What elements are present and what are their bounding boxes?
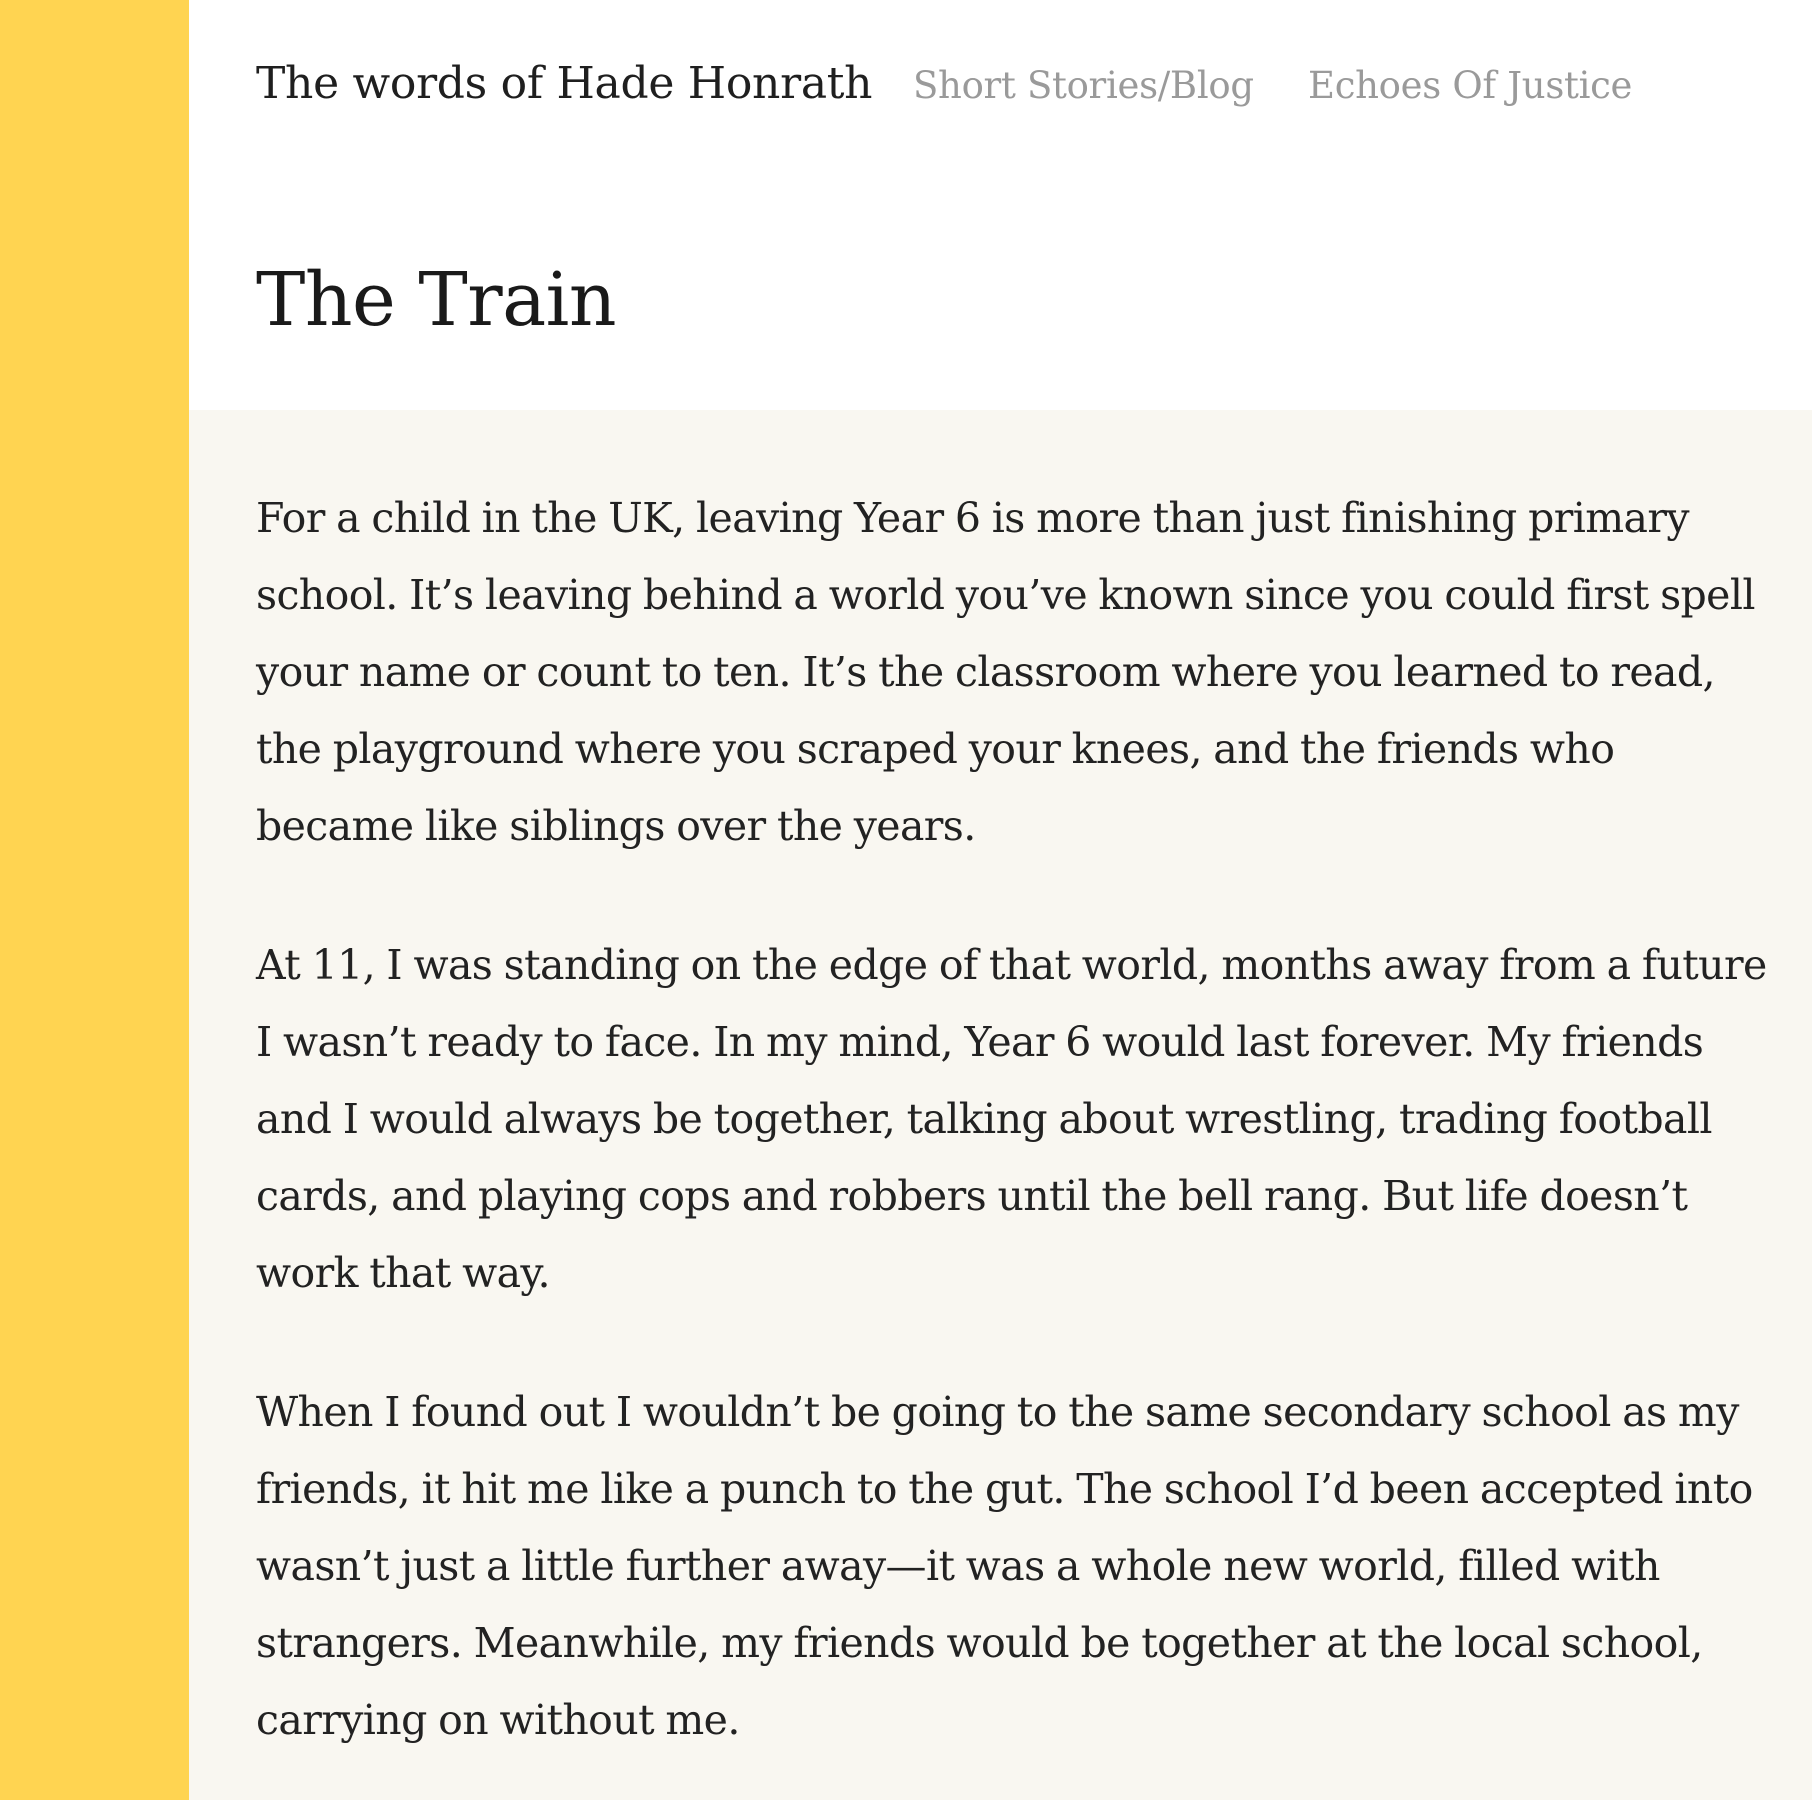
nav-link-short-stories-blog[interactable]: Short Stories/Blog <box>913 64 1254 107</box>
paragraph: For a child in the UK, leaving Year 6 is more than just finishing primary school. It’s leaving behind a world you’ve known since you could first spell your name or count to ten. It’s the classroom where you learned to read, the playground where you scraped your knees, and the friends who became like siblings over the years. <box>256 494 1755 850</box>
post-title: The Train <box>256 257 617 343</box>
site-title-link[interactable]: The words of Hade Honrath <box>256 58 873 109</box>
post-content <box>189 410 1812 1800</box>
site-header <box>189 0 1812 410</box>
paragraph: When I found out I wouldn’t be going to the same secondary school as my friends, it hit me like a punch to the gut. The school I’d been accepted into wasn’t just a little further away—it was a whole new world, filled with strangers. Meanwhile, my friends would be together at the local school, carrying on without me. <box>256 1388 1753 1744</box>
sidebar-accent <box>0 0 189 1800</box>
post-body <box>256 480 1776 1800</box>
paragraph: At 11, I was standing on the edge of that world, months away from a future I wasn’t ready to face. In my mind, Year 6 would last forever. My friends and I would always be together, talking about wrestling, trading football cards, and playing cops and robbers until the bell rang. But life doesn’t work that way. <box>256 941 1767 1297</box>
nav-link-echoes-of-justice[interactable]: Echoes Of Justice <box>1308 64 1633 107</box>
